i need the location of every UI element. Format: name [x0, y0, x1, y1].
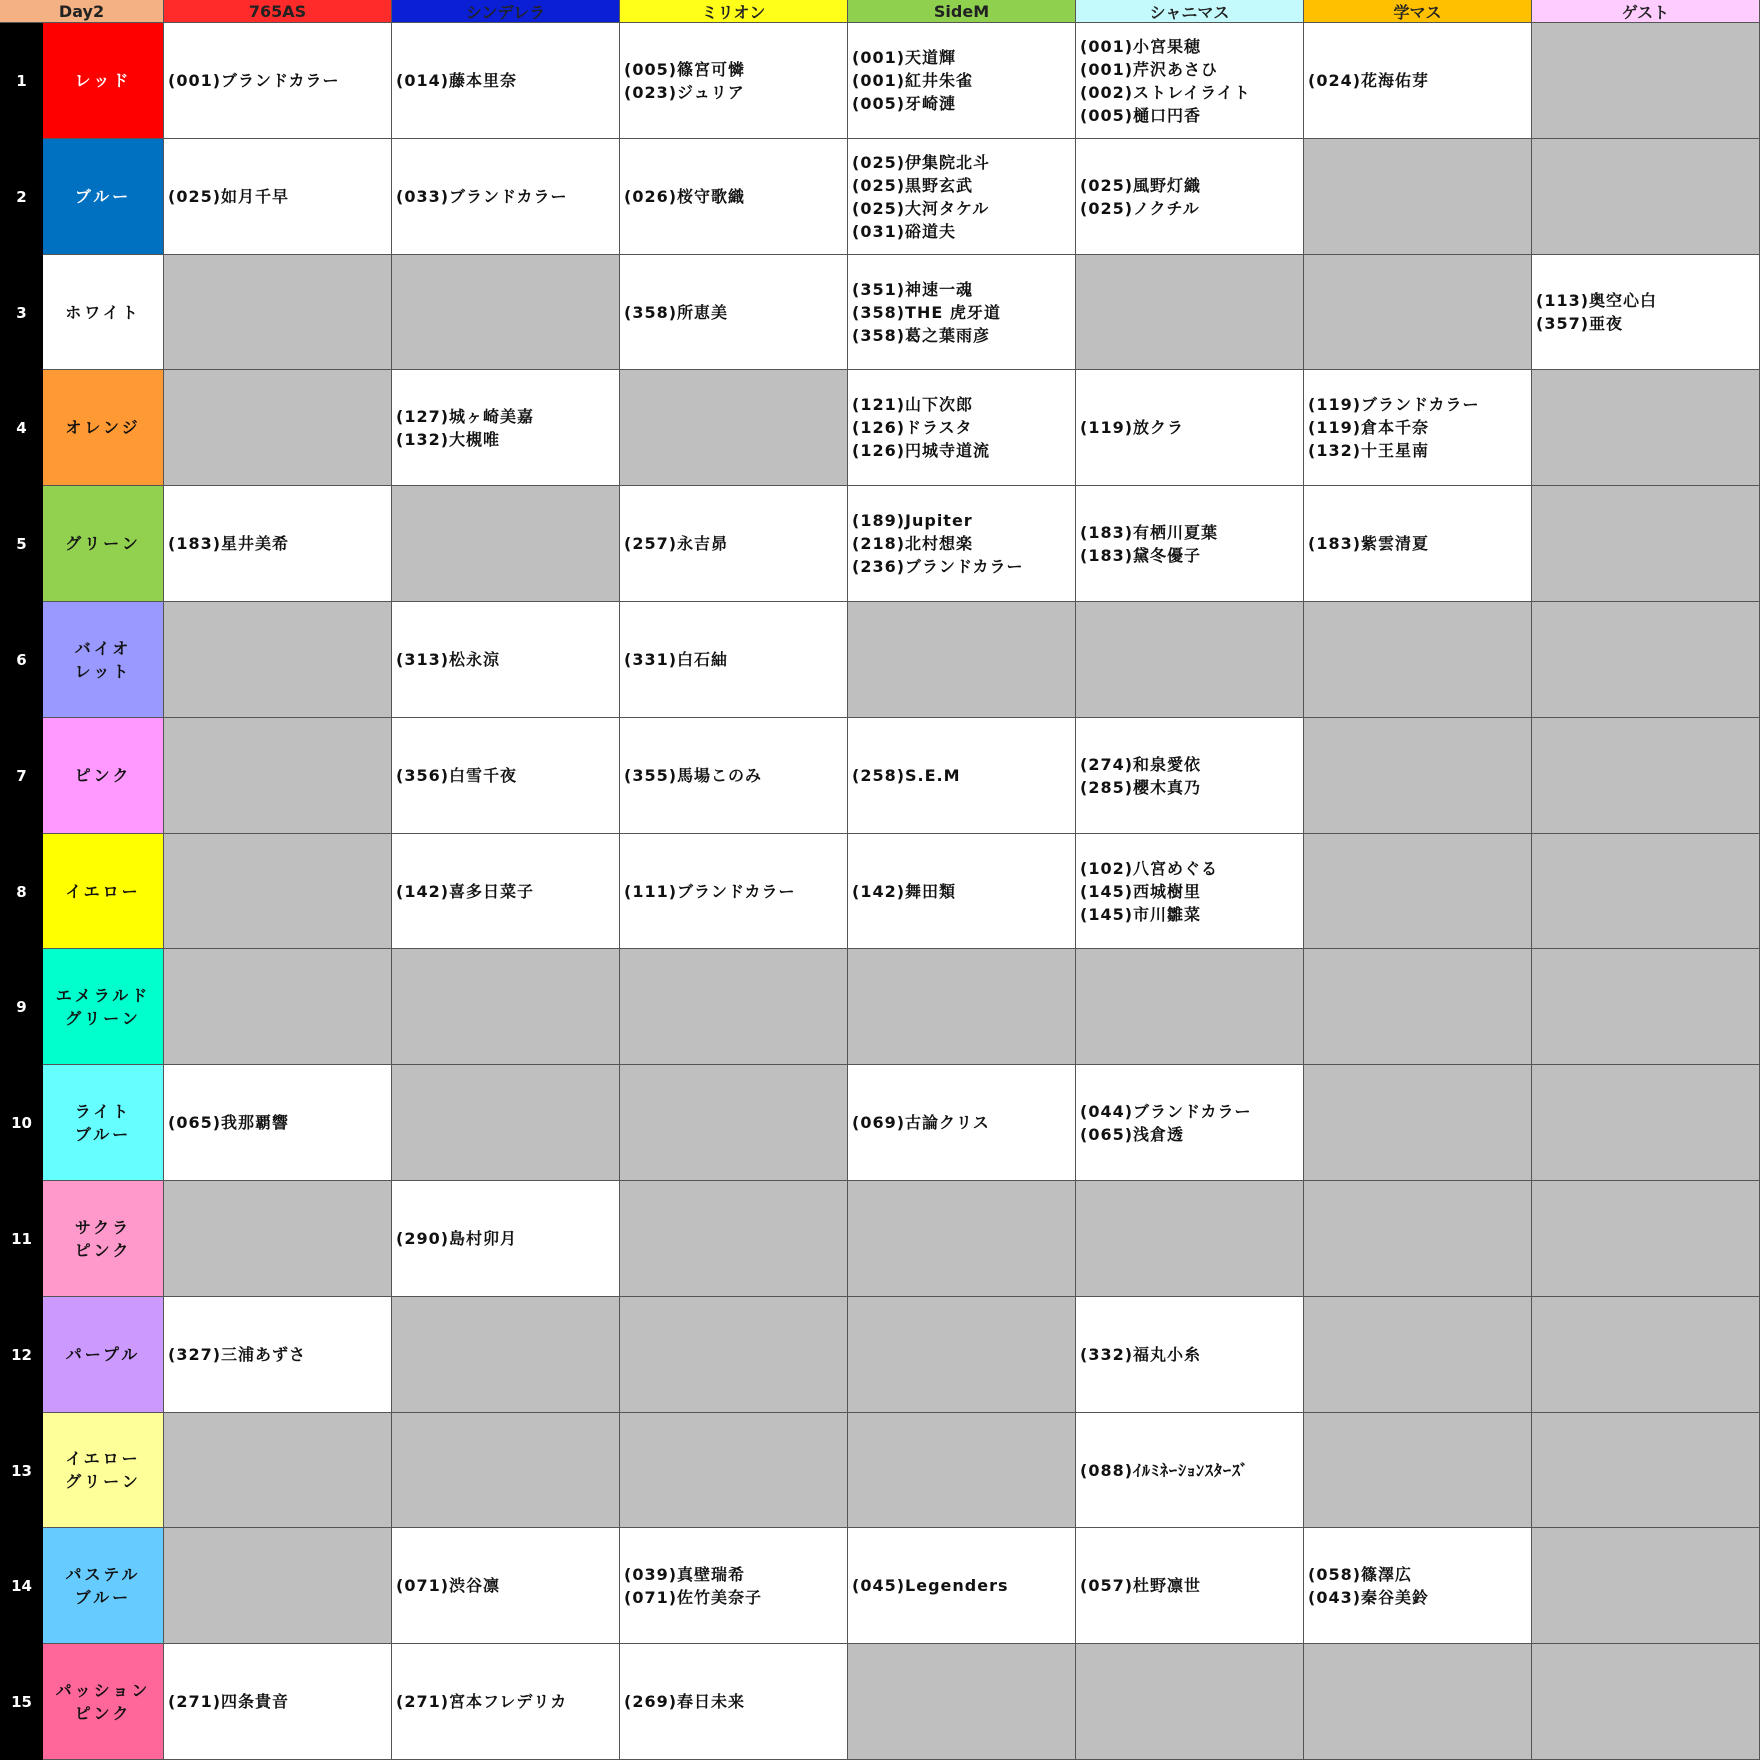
- empty-cell: [1304, 139, 1532, 255]
- empty-cell: [1304, 834, 1532, 949]
- entry-cell: [848, 834, 1076, 949]
- entry-label: (257)永吉昴: [624, 534, 729, 553]
- row-number: 15: [0, 1644, 43, 1760]
- entry-cell: [164, 1297, 392, 1413]
- column-header: シャニマス: [1076, 0, 1304, 23]
- entry-cell: [392, 23, 620, 139]
- row-number: 9: [0, 949, 43, 1065]
- entry-label: (218)北村想楽: [852, 534, 974, 553]
- entry-cell: [1076, 486, 1304, 602]
- empty-cell: [164, 834, 392, 949]
- entry-cell: [848, 486, 1076, 602]
- entry-label: (001)ブランドカラー: [168, 71, 340, 90]
- empty-cell: [164, 1181, 392, 1297]
- empty-cell: [620, 1297, 848, 1413]
- entry-cell: [392, 139, 620, 255]
- empty-cell: [1076, 949, 1304, 1065]
- entry-label: (014)藤本里奈: [396, 71, 518, 90]
- entry-label: (071)渋谷凛: [396, 1576, 501, 1595]
- empty-cell: [1532, 1413, 1760, 1528]
- entry-label: (132)十王星南: [1308, 441, 1430, 460]
- entry-cell: [392, 370, 620, 486]
- header-day-label: Day2: [0, 0, 164, 23]
- entry-label: (183)紫雲清夏: [1308, 534, 1430, 553]
- entry-label: (026)桜守歌織: [624, 187, 746, 206]
- entry-label: (001)芹沢あさひ: [1080, 59, 1219, 79]
- entry-label: (183)有栖川夏葉: [1080, 522, 1219, 542]
- entry-cell: [1076, 1297, 1304, 1413]
- entry-label: (357)亜夜: [1536, 314, 1624, 333]
- empty-cell: [848, 1644, 1076, 1760]
- entry-cell: [620, 834, 848, 949]
- entry-label: (025)ノクチル: [1080, 198, 1200, 218]
- empty-cell: [620, 1065, 848, 1181]
- entry-label: (327)三浦あずさ: [168, 1345, 307, 1364]
- entry-cell: [620, 255, 848, 370]
- empty-cell: [1076, 1644, 1304, 1760]
- entry-label: (033)ブランドカラー: [396, 187, 568, 206]
- entry-label: (132)大槻唯: [396, 429, 501, 449]
- color-name-label: オレンジ: [43, 370, 164, 486]
- entry-label: (088)ｲﾙﾐﾈｰｼｮﾝｽﾀｰｽﾞ: [1080, 1460, 1250, 1480]
- empty-cell: [620, 370, 848, 486]
- empty-cell: [1304, 1065, 1532, 1181]
- entry-cell: [848, 23, 1076, 139]
- empty-cell: [164, 1528, 392, 1644]
- entry-label: (119)放クラ: [1080, 418, 1185, 437]
- entry-cell: [848, 370, 1076, 486]
- empty-cell: [1532, 949, 1760, 1065]
- color-name-label: バイオ レット: [43, 602, 164, 718]
- empty-cell: [1532, 486, 1760, 602]
- row-number: 11: [0, 1181, 43, 1297]
- empty-cell: [392, 1065, 620, 1181]
- empty-cell: [848, 602, 1076, 718]
- entry-label: (043)秦谷美鈴: [1308, 1587, 1430, 1607]
- entry-label: (285)櫻木真乃: [1080, 777, 1202, 797]
- entry-label: (236)ブランドカラー: [852, 557, 1024, 576]
- entry-label: (189)Jupiter: [852, 511, 973, 530]
- entry-label: (069)古論クリス: [852, 1113, 990, 1132]
- entry-cell: [620, 486, 848, 602]
- entry-label: (271)四条貴音: [168, 1692, 290, 1711]
- entry-cell: [1076, 370, 1304, 486]
- entry-label: (005)篠宮可憐: [624, 59, 746, 79]
- entry-cell: [392, 1181, 620, 1297]
- entry-cell: [1076, 1065, 1304, 1181]
- entry-cell: [1076, 718, 1304, 834]
- entry-label: (313)松永涼: [396, 650, 501, 669]
- entry-cell: [1304, 1528, 1532, 1644]
- color-name-label: ピンク: [43, 718, 164, 834]
- entry-cell: [620, 23, 848, 139]
- color-name-label: ライト ブルー: [43, 1065, 164, 1181]
- row-number: 12: [0, 1297, 43, 1413]
- empty-cell: [392, 486, 620, 602]
- entry-label: (111)ブランドカラー: [624, 881, 796, 901]
- entry-label: (119)ブランドカラー: [1308, 395, 1480, 414]
- entry-label: (065)浅倉透: [1080, 1124, 1185, 1144]
- empty-cell: [848, 949, 1076, 1065]
- empty-cell: [1532, 1065, 1760, 1181]
- row-number: 14: [0, 1528, 43, 1644]
- entry-cell: [392, 1644, 620, 1760]
- empty-cell: [164, 370, 392, 486]
- entry-label: (025)如月千早: [168, 187, 290, 206]
- entry-cell: [1304, 370, 1532, 486]
- entry-label: (045)Legenders: [852, 1576, 1009, 1595]
- entry-label: (044)ブランドカラー: [1080, 1101, 1252, 1121]
- color-name-label: サクラ ピンク: [43, 1181, 164, 1297]
- entry-label: (121)山下次郎: [852, 395, 974, 414]
- entry-cell: [164, 1065, 392, 1181]
- entry-cell: [392, 1528, 620, 1644]
- entry-label: (005)牙崎漣: [852, 94, 957, 113]
- entry-label: (039)真壁瑞希: [624, 1564, 746, 1584]
- entry-label: (057)杜野凛世: [1080, 1576, 1202, 1595]
- empty-cell: [620, 1181, 848, 1297]
- row-number: 13: [0, 1413, 43, 1528]
- entry-cell: [392, 602, 620, 718]
- entry-label: (127)城ヶ崎美嘉: [396, 406, 535, 426]
- row-number: 8: [0, 834, 43, 949]
- entry-label: (290)島村卯月: [396, 1229, 518, 1248]
- entry-label: (269)春日未来: [624, 1692, 746, 1711]
- entry-cell: [620, 139, 848, 255]
- empty-cell: [1532, 834, 1760, 949]
- entry-cell: [620, 1528, 848, 1644]
- color-name-label: イエロー: [43, 834, 164, 949]
- row-number: 7: [0, 718, 43, 834]
- entry-label: (355)馬場このみ: [624, 766, 763, 785]
- empty-cell: [1532, 1181, 1760, 1297]
- entry-cell: [848, 1065, 1076, 1181]
- color-name-label: パッション ピンク: [43, 1644, 164, 1760]
- empty-cell: [164, 255, 392, 370]
- empty-cell: [1076, 602, 1304, 718]
- entry-cell: [164, 486, 392, 602]
- entry-label: (119)倉本千奈: [1308, 418, 1430, 437]
- empty-cell: [392, 1297, 620, 1413]
- column-header: シンデレラ: [392, 0, 620, 23]
- empty-cell: [1076, 1181, 1304, 1297]
- entry-label: (025)風野灯織: [1080, 175, 1202, 195]
- entry-label: (025)大河タケル: [852, 198, 990, 218]
- empty-cell: [1532, 23, 1760, 139]
- empty-cell: [1304, 718, 1532, 834]
- entry-cell: [1076, 1413, 1304, 1528]
- empty-cell: [164, 602, 392, 718]
- entry-label: (358)THE 虎牙道: [852, 302, 1001, 322]
- entry-cell: [164, 23, 392, 139]
- entry-cell: [620, 718, 848, 834]
- entry-label: (274)和泉愛依: [1080, 754, 1202, 774]
- entry-label: (001)天道輝: [852, 48, 957, 67]
- entry-cell: [392, 834, 620, 949]
- entry-cell: [848, 718, 1076, 834]
- row-number: 4: [0, 370, 43, 486]
- row-number: 2: [0, 139, 43, 255]
- empty-cell: [1304, 949, 1532, 1065]
- color-name-label: エメラルド グリーン: [43, 949, 164, 1065]
- entry-label: (113)奥空心白: [1536, 291, 1658, 310]
- empty-cell: [1532, 1297, 1760, 1413]
- color-name-label: イエロー グリーン: [43, 1413, 164, 1528]
- entry-label: (023)ジュリア: [624, 82, 745, 102]
- entry-label: (058)篠澤広: [1308, 1564, 1413, 1584]
- row-number: 1: [0, 23, 43, 139]
- empty-cell: [848, 1181, 1076, 1297]
- entry-label: (142)舞田類: [852, 881, 957, 901]
- color-name-label: レッド: [43, 23, 164, 139]
- entry-label: (356)白雪千夜: [396, 766, 518, 785]
- empty-cell: [1532, 1528, 1760, 1644]
- empty-cell: [392, 1413, 620, 1528]
- color-name-label: ホワイト: [43, 255, 164, 370]
- entry-label: (271)宮本フレデリカ: [396, 1692, 568, 1711]
- entry-label: (145)西城樹里: [1080, 881, 1202, 901]
- entry-label: (102)八宮めぐる: [1080, 858, 1219, 878]
- color-name-label: ブルー: [43, 139, 164, 255]
- entry-label: (001)小宮果穂: [1080, 36, 1202, 56]
- column-header: ゲスト: [1532, 0, 1760, 23]
- column-header: 765AS: [164, 0, 392, 23]
- entry-label: (005)樋口円香: [1080, 105, 1202, 125]
- entry-label: (071)佐竹美奈子: [624, 1587, 763, 1607]
- empty-cell: [164, 718, 392, 834]
- entry-cell: [1304, 486, 1532, 602]
- color-name-label: グリーン: [43, 486, 164, 602]
- row-number: 6: [0, 602, 43, 718]
- empty-cell: [1304, 255, 1532, 370]
- empty-cell: [620, 1413, 848, 1528]
- empty-cell: [1076, 255, 1304, 370]
- row-number: 3: [0, 255, 43, 370]
- entry-label: (358)所恵美: [624, 302, 729, 322]
- entry-label: (258)S.E.M: [852, 766, 961, 785]
- entry-label: (183)星井美希: [168, 534, 290, 553]
- column-header: 学マス: [1304, 0, 1532, 23]
- row-number: 5: [0, 486, 43, 602]
- empty-cell: [1304, 602, 1532, 718]
- entry-label: (025)伊集院北斗: [852, 152, 991, 172]
- entry-cell: [392, 718, 620, 834]
- entry-cell: [848, 255, 1076, 370]
- column-header: SideM: [848, 0, 1076, 23]
- entry-label: (031)硲道夫: [852, 221, 957, 241]
- empty-cell: [1532, 718, 1760, 834]
- entry-label: (358)葛之葉雨彦: [852, 325, 991, 345]
- entry-cell: [164, 139, 392, 255]
- entry-cell: [1532, 255, 1760, 370]
- empty-cell: [1304, 1413, 1532, 1528]
- empty-cell: [1532, 370, 1760, 486]
- empty-cell: [848, 1297, 1076, 1413]
- color-name-label: パステル ブルー: [43, 1528, 164, 1644]
- empty-cell: [1304, 1181, 1532, 1297]
- empty-cell: [848, 1413, 1076, 1528]
- entry-cell: [620, 1644, 848, 1760]
- empty-cell: [164, 949, 392, 1065]
- row-number: 10: [0, 1065, 43, 1181]
- entry-cell: [848, 1528, 1076, 1644]
- entry-label: (126)ドラスタ: [852, 418, 973, 437]
- entry-label: (025)黒野玄武: [852, 175, 974, 195]
- empty-cell: [392, 255, 620, 370]
- entry-label: (351)神速一魂: [852, 279, 974, 299]
- empty-cell: [164, 1413, 392, 1528]
- entry-label: (065)我那覇響: [168, 1113, 290, 1132]
- entry-label: (126)円城寺道流: [852, 441, 991, 460]
- color-name-label: パープル: [43, 1297, 164, 1413]
- empty-cell: [1532, 1644, 1760, 1760]
- entry-cell: [1076, 834, 1304, 949]
- entry-cell: [1076, 23, 1304, 139]
- entry-cell: [164, 1644, 392, 1760]
- empty-cell: [1532, 139, 1760, 255]
- entry-label: (332)福丸小糸: [1080, 1345, 1202, 1364]
- entry-cell: [1076, 139, 1304, 255]
- entry-label: (001)紅井朱雀: [852, 71, 974, 90]
- empty-cell: [620, 949, 848, 1065]
- entry-cell: [1076, 1528, 1304, 1644]
- entry-label: (002)ストレイライト: [1080, 82, 1251, 102]
- entry-label: (331)白石紬: [624, 650, 729, 669]
- empty-cell: [1532, 602, 1760, 718]
- entry-cell: [848, 139, 1076, 255]
- entry-label: (142)喜多日菜子: [396, 881, 535, 901]
- empty-cell: [1304, 1297, 1532, 1413]
- entry-cell: [620, 602, 848, 718]
- empty-cell: [392, 949, 620, 1065]
- entry-label: (183)黛冬優子: [1080, 545, 1202, 565]
- empty-cell: [1304, 1644, 1532, 1760]
- entry-label: (145)市川雛菜: [1080, 904, 1202, 924]
- entry-label: (024)花海佑芽: [1308, 71, 1430, 90]
- column-header: ミリオン: [620, 0, 848, 23]
- entry-cell: [1304, 23, 1532, 139]
